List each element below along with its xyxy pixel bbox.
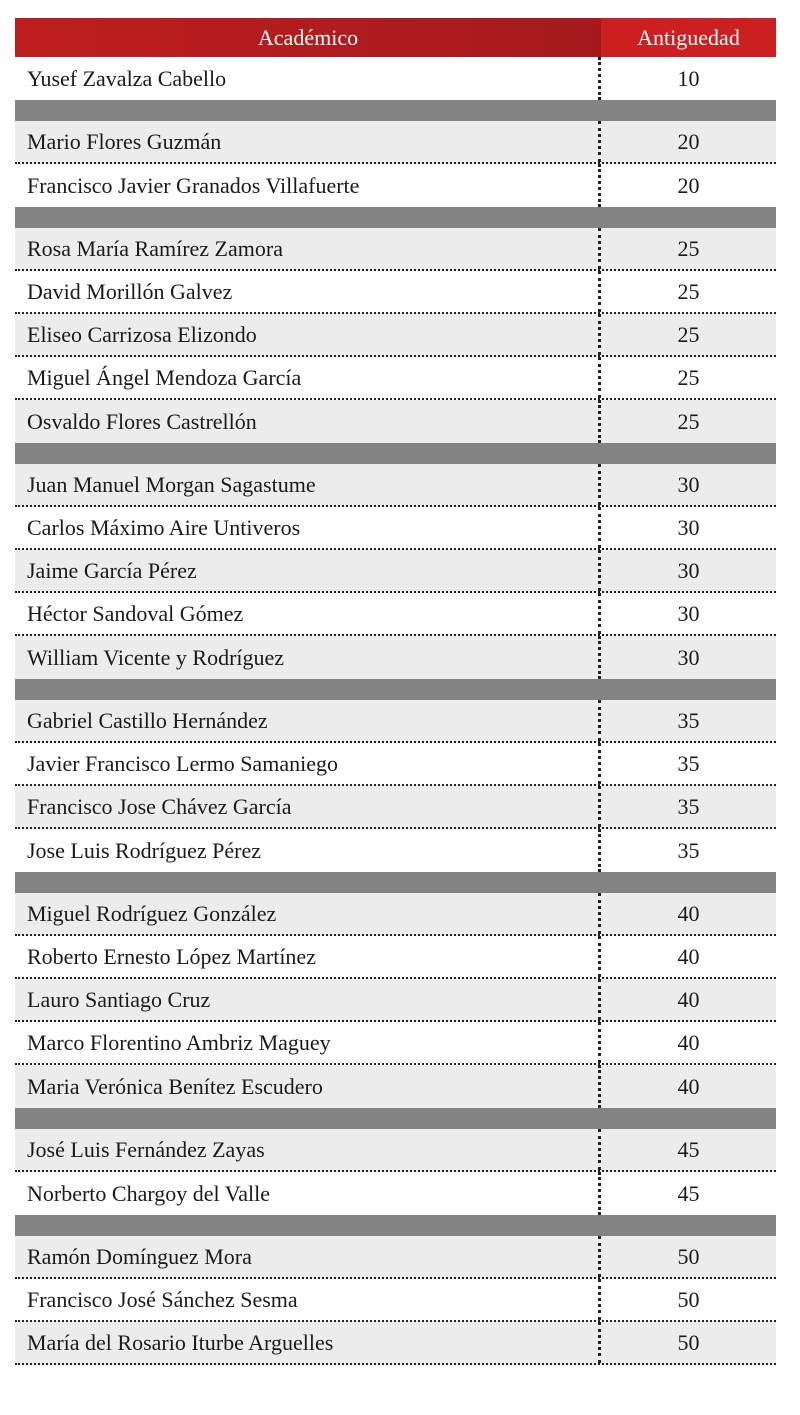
table-row: [15, 400, 776, 443]
table-group: [15, 700, 776, 872]
academic-name: Rosa María Ramírez Zamora: [15, 228, 601, 269]
academic-name: Jose Luis Rodríguez Pérez: [15, 829, 601, 872]
table-row: [15, 507, 776, 550]
antiguedad-years: 20: [677, 128, 700, 154]
antiguedad-years: 25: [677, 235, 700, 261]
academic-name: Juan Manuel Morgan Sagastume: [15, 464, 601, 505]
academic-name: Norberto Chargoy del Valle: [15, 1172, 601, 1215]
table-group: [15, 1236, 776, 1365]
antiguedad-years: 40: [677, 900, 700, 926]
academic-name: Francisco Javier Granados Villafuerte: [15, 164, 601, 207]
table-body: [15, 57, 776, 1365]
academic-name: Carlos Máximo Aire Untiveros: [15, 507, 601, 548]
table-group: [15, 893, 776, 1108]
table-row: [15, 1022, 776, 1065]
table-row: [15, 786, 776, 829]
academic-name: Miguel Ángel Mendoza García: [15, 357, 601, 398]
academic-name: Yusef Zavalza Cabello: [15, 57, 601, 100]
academic-name: Gabriel Castillo Hernández: [15, 700, 601, 741]
academic-name: Miguel Rodríguez González: [15, 893, 601, 934]
table-row: [15, 893, 776, 936]
table-row: [15, 357, 776, 400]
academic-name: Lauro Santiago Cruz: [15, 979, 601, 1020]
table-row: [15, 1065, 776, 1108]
table-row: [15, 743, 776, 786]
academic-name: Jaime García Pérez: [15, 550, 601, 591]
antiguedad-years: 40: [677, 1029, 700, 1055]
academic-name: William Vicente y Rodríguez: [15, 636, 601, 679]
antiguedad-years: 30: [677, 514, 700, 540]
group-separator: [15, 100, 776, 121]
table-row: [15, 550, 776, 593]
antiguedad-years: 40: [677, 943, 700, 969]
academic-name: Javier Francisco Lermo Samaniego: [15, 743, 601, 784]
table-header: [15, 18, 776, 57]
antiguedad-years: 25: [677, 278, 700, 304]
table-row: [15, 314, 776, 357]
academic-name: Maria Verónica Benítez Escudero: [15, 1065, 601, 1108]
table-row: [15, 57, 776, 100]
antiguedad-years: 50: [677, 1329, 700, 1355]
group-separator: [15, 1215, 776, 1236]
academic-name: Roberto Ernesto López Martínez: [15, 936, 601, 977]
table-row: [15, 593, 776, 636]
table-group: [15, 228, 776, 443]
group-separator: [15, 207, 776, 228]
table-row: [15, 829, 776, 872]
academic-name: Eliseo Carrizosa Elizondo: [15, 314, 601, 355]
table-row: [15, 1129, 776, 1172]
group-separator: [15, 1108, 776, 1129]
table-row: [15, 936, 776, 979]
antiguedad-years: 10: [677, 65, 700, 91]
table-row: [15, 271, 776, 314]
academic-name: Héctor Sandoval Gómez: [15, 593, 601, 634]
table-group: [15, 121, 776, 207]
table-row: [15, 636, 776, 679]
academic-name: Mario Flores Guzmán: [15, 121, 601, 162]
antiguedad-years: 35: [677, 837, 700, 863]
academic-name: Ramón Domínguez Mora: [15, 1236, 601, 1277]
antiguedad-years: 25: [677, 364, 700, 390]
antiguedad-years: 45: [677, 1180, 700, 1206]
academic-name: Osvaldo Flores Castrellón: [15, 400, 601, 443]
column-header-antiguedad: Antiguedad: [601, 18, 776, 57]
table-row: [15, 1236, 776, 1279]
table-row: [15, 1172, 776, 1215]
antiguedad-years: 40: [677, 1073, 700, 1099]
antiguedad-years: 20: [677, 172, 700, 198]
table-row: [15, 164, 776, 207]
antiguedad-years: 35: [677, 793, 700, 819]
antiguedad-years: 25: [677, 408, 700, 434]
academic-name: Marco Florentino Ambriz Maguey: [15, 1022, 601, 1063]
table-row: [15, 464, 776, 507]
antiguedad-years: 25: [677, 321, 700, 347]
academic-name: Francisco Jose Chávez García: [15, 786, 601, 827]
antiguedad-years: 30: [677, 471, 700, 497]
antiguedad-years: 30: [677, 600, 700, 626]
antiguedad-years: 45: [677, 1136, 700, 1162]
table-row: [15, 228, 776, 271]
academic-name: José Luis Fernández Zayas: [15, 1129, 601, 1170]
academic-name: María del Rosario Iturbe Arguelles: [15, 1322, 601, 1363]
antiguedad-years: 30: [677, 557, 700, 583]
table-row: [15, 1279, 776, 1322]
table-row: [15, 700, 776, 743]
table-group: [15, 57, 776, 100]
academics-table: [15, 18, 776, 1365]
table-row: [15, 1322, 776, 1365]
table-row: [15, 979, 776, 1022]
antiguedad-years: 35: [677, 707, 700, 733]
antiguedad-years: 50: [677, 1286, 700, 1312]
antiguedad-years: 50: [677, 1243, 700, 1269]
table-row: [15, 121, 776, 164]
academic-name: David Morillón Galvez: [15, 271, 601, 312]
table-group: [15, 1129, 776, 1215]
academic-name: Francisco José Sánchez Sesma: [15, 1279, 601, 1320]
antiguedad-years: 30: [677, 644, 700, 670]
table-group: [15, 464, 776, 679]
group-separator: [15, 872, 776, 893]
column-header-academico: Académico: [15, 18, 601, 57]
antiguedad-years: 35: [677, 750, 700, 776]
antiguedad-years: 40: [677, 986, 700, 1012]
group-separator: [15, 679, 776, 700]
group-separator: [15, 443, 776, 464]
